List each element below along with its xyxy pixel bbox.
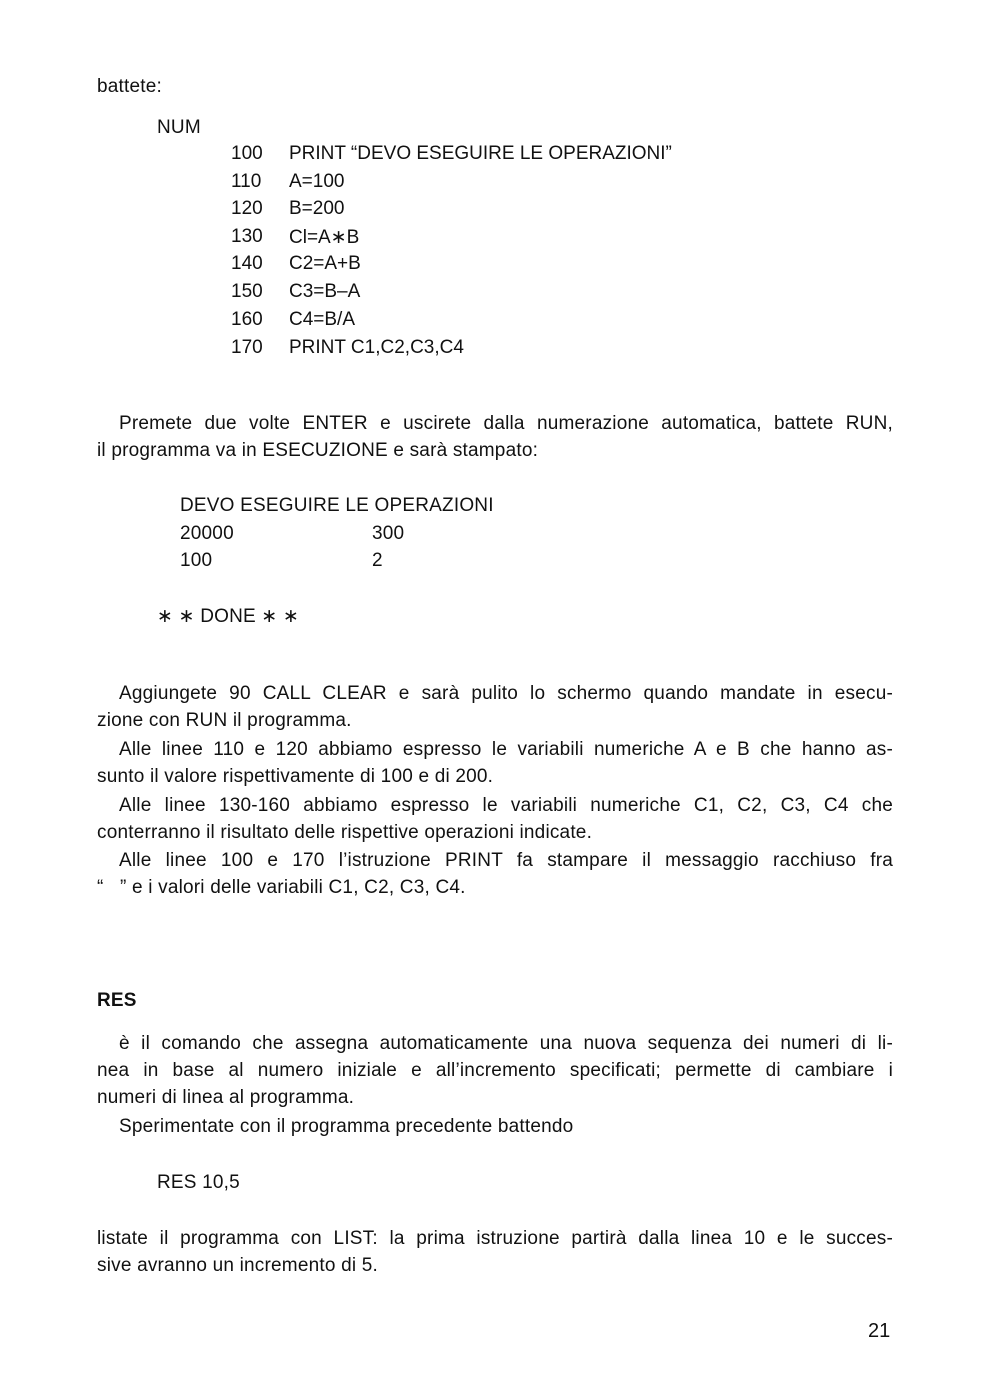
line-number: 150 [231, 281, 263, 302]
line-statement: C3=B–A [289, 281, 361, 302]
line-statement: C4=B/A [289, 309, 356, 330]
paragraph-line: Aggiungete 90 CALL CLEAR e sarà pulito lo schermo quando mandate in esecu- [119, 683, 893, 704]
paragraph-list [97, 1225, 893, 1279]
paragraph-print [97, 847, 893, 901]
paragraph-line: sunto il valore rispettivamente di 100 e di 200. [97, 766, 494, 787]
line-statement: B=200 [289, 198, 345, 219]
paragraph-vars-c [97, 792, 893, 846]
paragraph-line: il programma va in ESECUZIONE e sarà stampato: [97, 440, 539, 461]
page-number: 21 [868, 1320, 891, 1342]
output-value: 20000 [180, 523, 234, 544]
intro-word: battete: [97, 76, 162, 97]
line-number: 170 [231, 337, 263, 358]
paragraph-try: Sperimentate con il programma precedente battendo [119, 1116, 574, 1137]
line-number: 160 [231, 309, 263, 330]
res-command: RES 10,5 [157, 1172, 240, 1193]
line-statement: PRINT “DEVO ESEGUIRE LE OPERAZIONI” [289, 143, 672, 164]
paragraph-line: zione con RUN il programma. [97, 710, 352, 731]
line-number: 120 [231, 198, 263, 219]
paragraph-vars-ab [97, 736, 893, 790]
line-number: 100 [231, 143, 263, 164]
paragraph-line: è il comando che assegna automaticamente una nuova sequenza dei numeri di li- [119, 1033, 893, 1054]
paragraph-line: Alle linee 110 e 120 abbiamo espresso le variabili numeriche A e B che hanno as- [119, 739, 893, 760]
paragraph-line: sive avranno un incremento di 5. [97, 1255, 378, 1276]
paragraph-line: Alle linee 100 e 170 l’istruzione PRINT fa stampare il messaggio racchiuso fra [119, 850, 893, 871]
line-statement: PRINT C1,C2,C3,C4 [289, 337, 464, 358]
output-value: 100 [180, 550, 213, 571]
line-statement: Cl=A∗B [289, 227, 360, 248]
line-number: 140 [231, 253, 263, 274]
output-title: DEVO ESEGUIRE LE OPERAZIONI [180, 495, 494, 516]
paragraph-line: numeri di linea al programma. [97, 1087, 355, 1108]
line-number: 130 [231, 226, 263, 247]
paragraph-line: conterranno il risultato delle rispettive operazioni indicate. [97, 822, 593, 843]
paragraph-run [97, 410, 893, 464]
paragraph-line: listate il programma con LIST: la prima istruzione partirà dalla linea 10 e le succes- [97, 1228, 893, 1249]
line-number: 110 [231, 171, 262, 192]
paragraph-line: “ ” e i valori delle variabili C1, C2, C3, C4. [97, 877, 466, 898]
paragraph-line: nea in base al numero iniziale e all’incremento specificati; permette di cambiare i [97, 1060, 893, 1081]
paragraph-line: Alle linee 130-160 abbiamo espresso le variabili numeriche C1, C2, C3, C4 che [119, 795, 893, 816]
line-statement: A=100 [289, 171, 345, 192]
paragraph-clear [97, 680, 893, 734]
paragraph-line: Premete due volte ENTER e uscirete dalla numerazione automatica, battete RUN, [119, 413, 893, 434]
done-message: ∗ ∗ DONE ∗ ∗ [157, 606, 300, 627]
line-statement: C2=A+B [289, 253, 361, 274]
output-value: 300 [372, 523, 405, 544]
paragraph-res [97, 1030, 893, 1111]
output-value: 2 [372, 550, 383, 571]
num-command: NUM [157, 117, 201, 138]
section-heading-res: RES [97, 990, 137, 1011]
